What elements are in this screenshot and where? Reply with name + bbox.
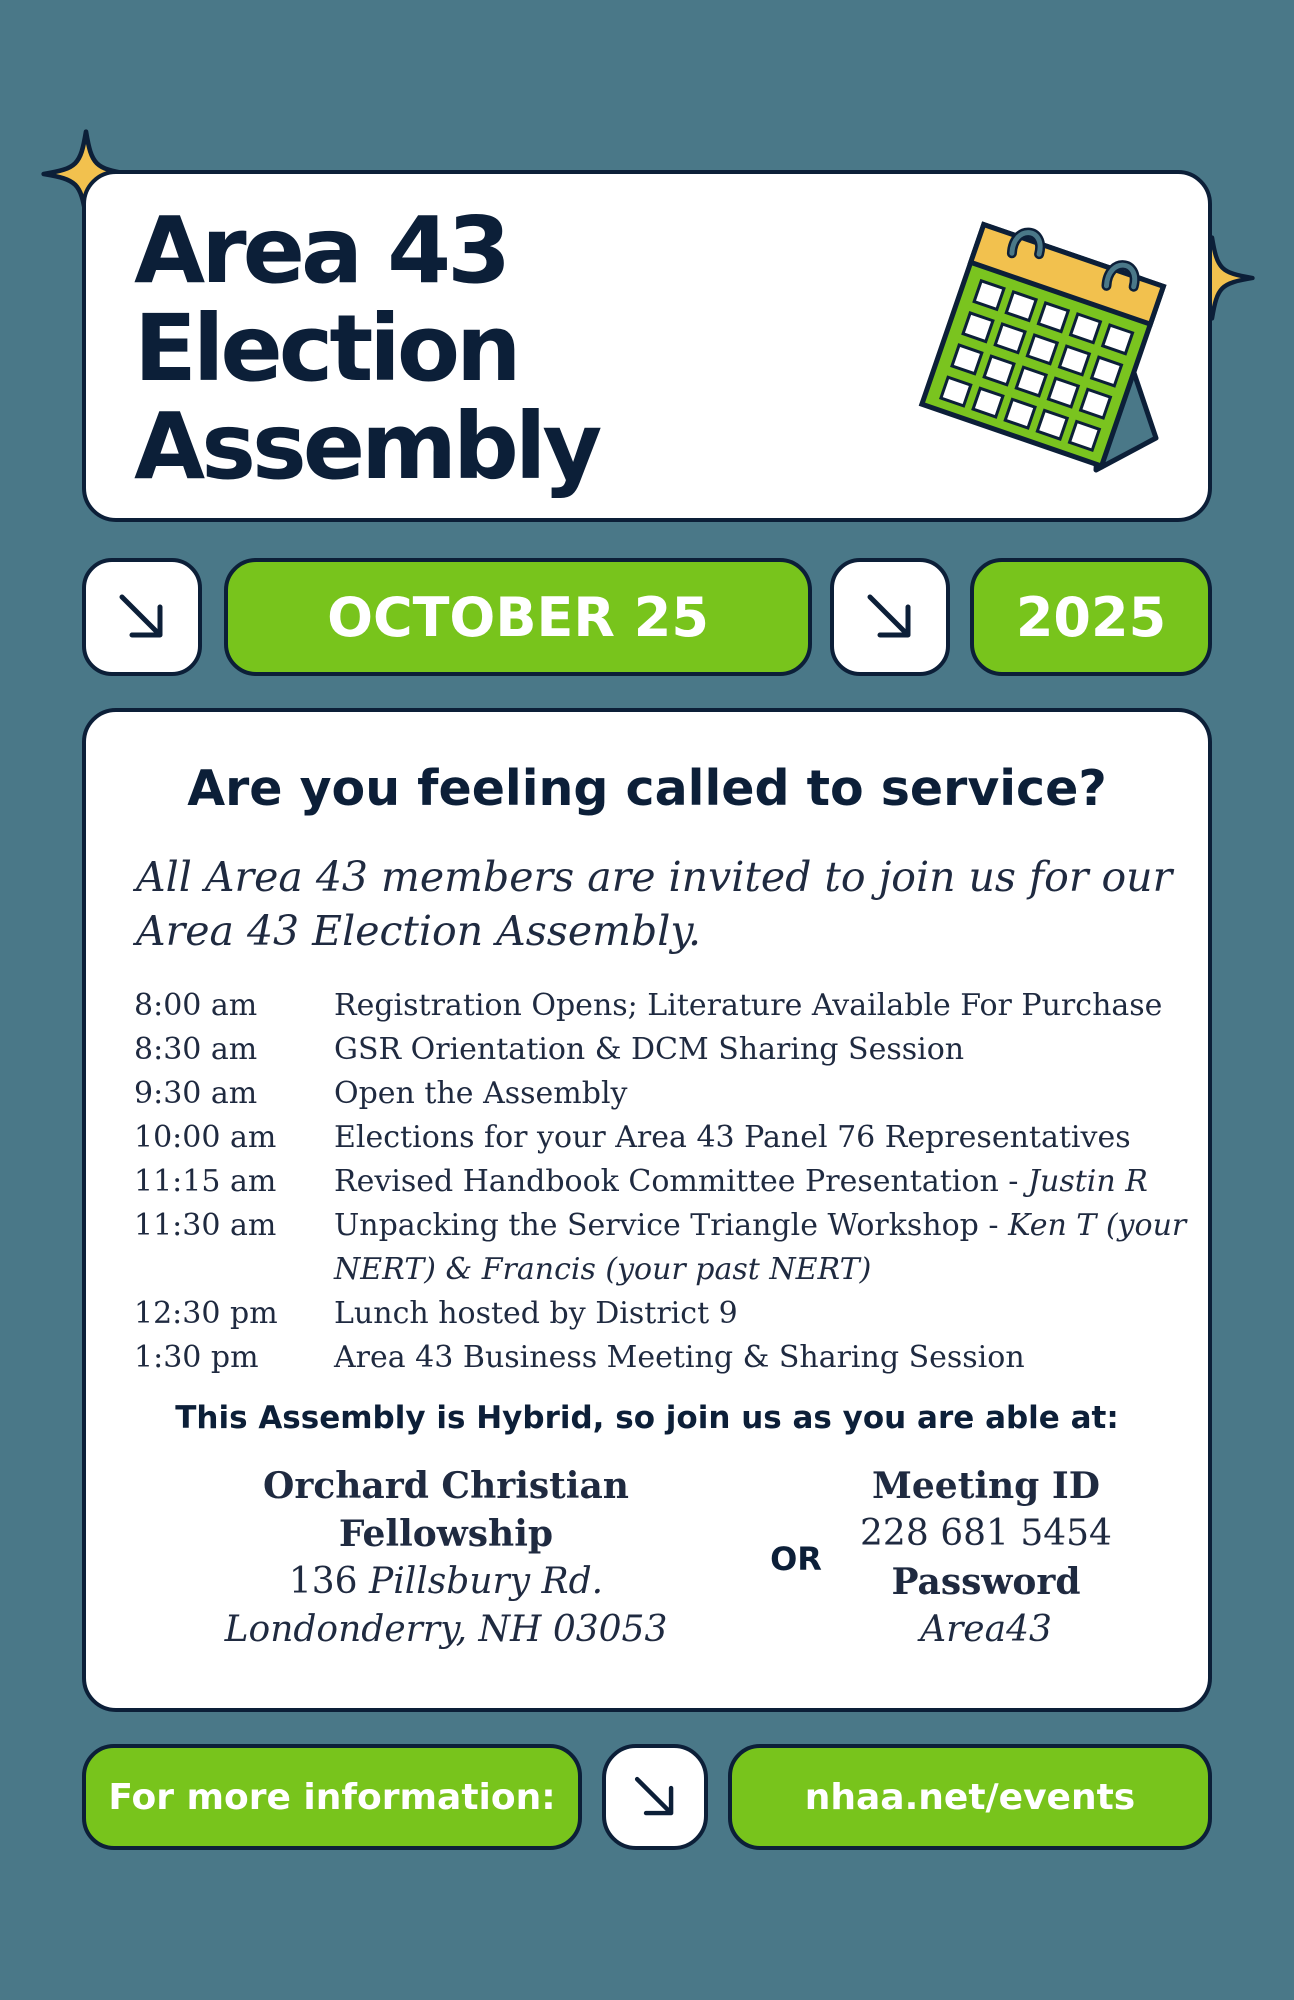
schedule-row (134, 1072, 1194, 1116)
year-badge (970, 558, 1212, 676)
venue-name: Orchard Christian (263, 1465, 629, 1507)
title-line: Assembly (134, 393, 599, 500)
meeting-id-label: Meeting ID (872, 1465, 1100, 1507)
info-card (82, 708, 1212, 1712)
meeting-id: 228 681 5454 (860, 1513, 1112, 1554)
info-label: For more information: (108, 1776, 556, 1818)
schedule-event: Revised Handbook Committee Presentation - (334, 1164, 1028, 1199)
online-block (816, 1462, 1156, 1654)
password-label: Password (891, 1561, 1081, 1603)
page-title (134, 197, 599, 500)
event-date: OCTOBER 25 (327, 585, 709, 649)
schedule-event-wrap (334, 1204, 1194, 1292)
schedule-event: Elections for your Area 43 Panel 76 Representatives (334, 1120, 1131, 1155)
venue-city: Londonderry, NH 03053 (224, 1609, 668, 1650)
or-label: OR (770, 1540, 822, 1578)
title-line: Election (134, 295, 518, 402)
event-year: 2025 (1015, 585, 1167, 649)
calendar-icon (916, 210, 1170, 482)
title-card (82, 170, 1212, 522)
events-link[interactable] (728, 1744, 1212, 1850)
arrow-box (82, 558, 202, 676)
arrow-down-right-icon (114, 589, 170, 645)
schedule-time: 8:00 am (134, 988, 258, 1023)
schedule-time: 10:00 am (134, 1120, 277, 1155)
venue-street (176, 1558, 716, 1606)
arrow-down-right-icon (862, 589, 918, 645)
schedule-event: Unpacking the Service Triangle Workshop - (334, 1208, 1009, 1243)
hybrid-note: This Assembly is Hybrid, so join us as you are able at: (175, 1400, 1119, 1436)
schedule-row (134, 1160, 1194, 1204)
schedule-event: Registration Opens; Literature Available For Purchase (334, 988, 1163, 1023)
venue-block (176, 1462, 716, 1654)
title-line: Area 43 (134, 197, 508, 304)
schedule-event: GSR Orientation & DCM Sharing Session (334, 1032, 965, 1067)
section-heading: Are you feeling called to service? (187, 760, 1107, 817)
schedule-time: 12:30 pm (134, 1296, 278, 1331)
schedule-list (134, 984, 1194, 1380)
schedule-row (134, 1204, 1194, 1292)
schedule-presenter: Justin R (1027, 1164, 1148, 1199)
schedule-row (134, 1116, 1194, 1160)
schedule-row (134, 984, 1194, 1028)
events-link-text[interactable]: nhaa.net/events (804, 1776, 1136, 1818)
schedule-event-wrap (334, 1160, 1194, 1204)
schedule-time: 11:15 am (134, 1164, 277, 1199)
schedule-time: 8:30 am (134, 1032, 258, 1067)
schedule-event: Area 43 Business Meeting & Sharing Session (334, 1340, 1025, 1375)
arrow-box (830, 558, 950, 676)
schedule-event: Lunch hosted by District 9 (334, 1296, 738, 1331)
schedule-presenter: Ken T (your NERT) & Francis (your past NERT) (334, 1208, 1187, 1287)
street-number: 136 (288, 1561, 358, 1602)
venue-name: Fellowship (338, 1513, 554, 1555)
arrow-box (602, 1744, 708, 1850)
schedule-time: 1:30 pm (134, 1340, 259, 1375)
street-name: Pillsbury Rd. (369, 1561, 604, 1602)
schedule-row (134, 1028, 1194, 1072)
password-value: Area43 (920, 1609, 1052, 1650)
schedule-time: 9:30 am (134, 1076, 258, 1111)
date-badge (224, 558, 812, 676)
schedule-event: Open the Assembly (334, 1076, 628, 1111)
schedule-row (134, 1336, 1194, 1380)
arrow-down-right-icon (630, 1772, 680, 1822)
intro-text: All Area 43 members are invited to join us for our Area 43 Election Assembly. (136, 853, 1173, 955)
schedule-row (134, 1292, 1194, 1336)
schedule-time: 11:30 am (134, 1208, 277, 1243)
info-label-badge (82, 1744, 582, 1850)
